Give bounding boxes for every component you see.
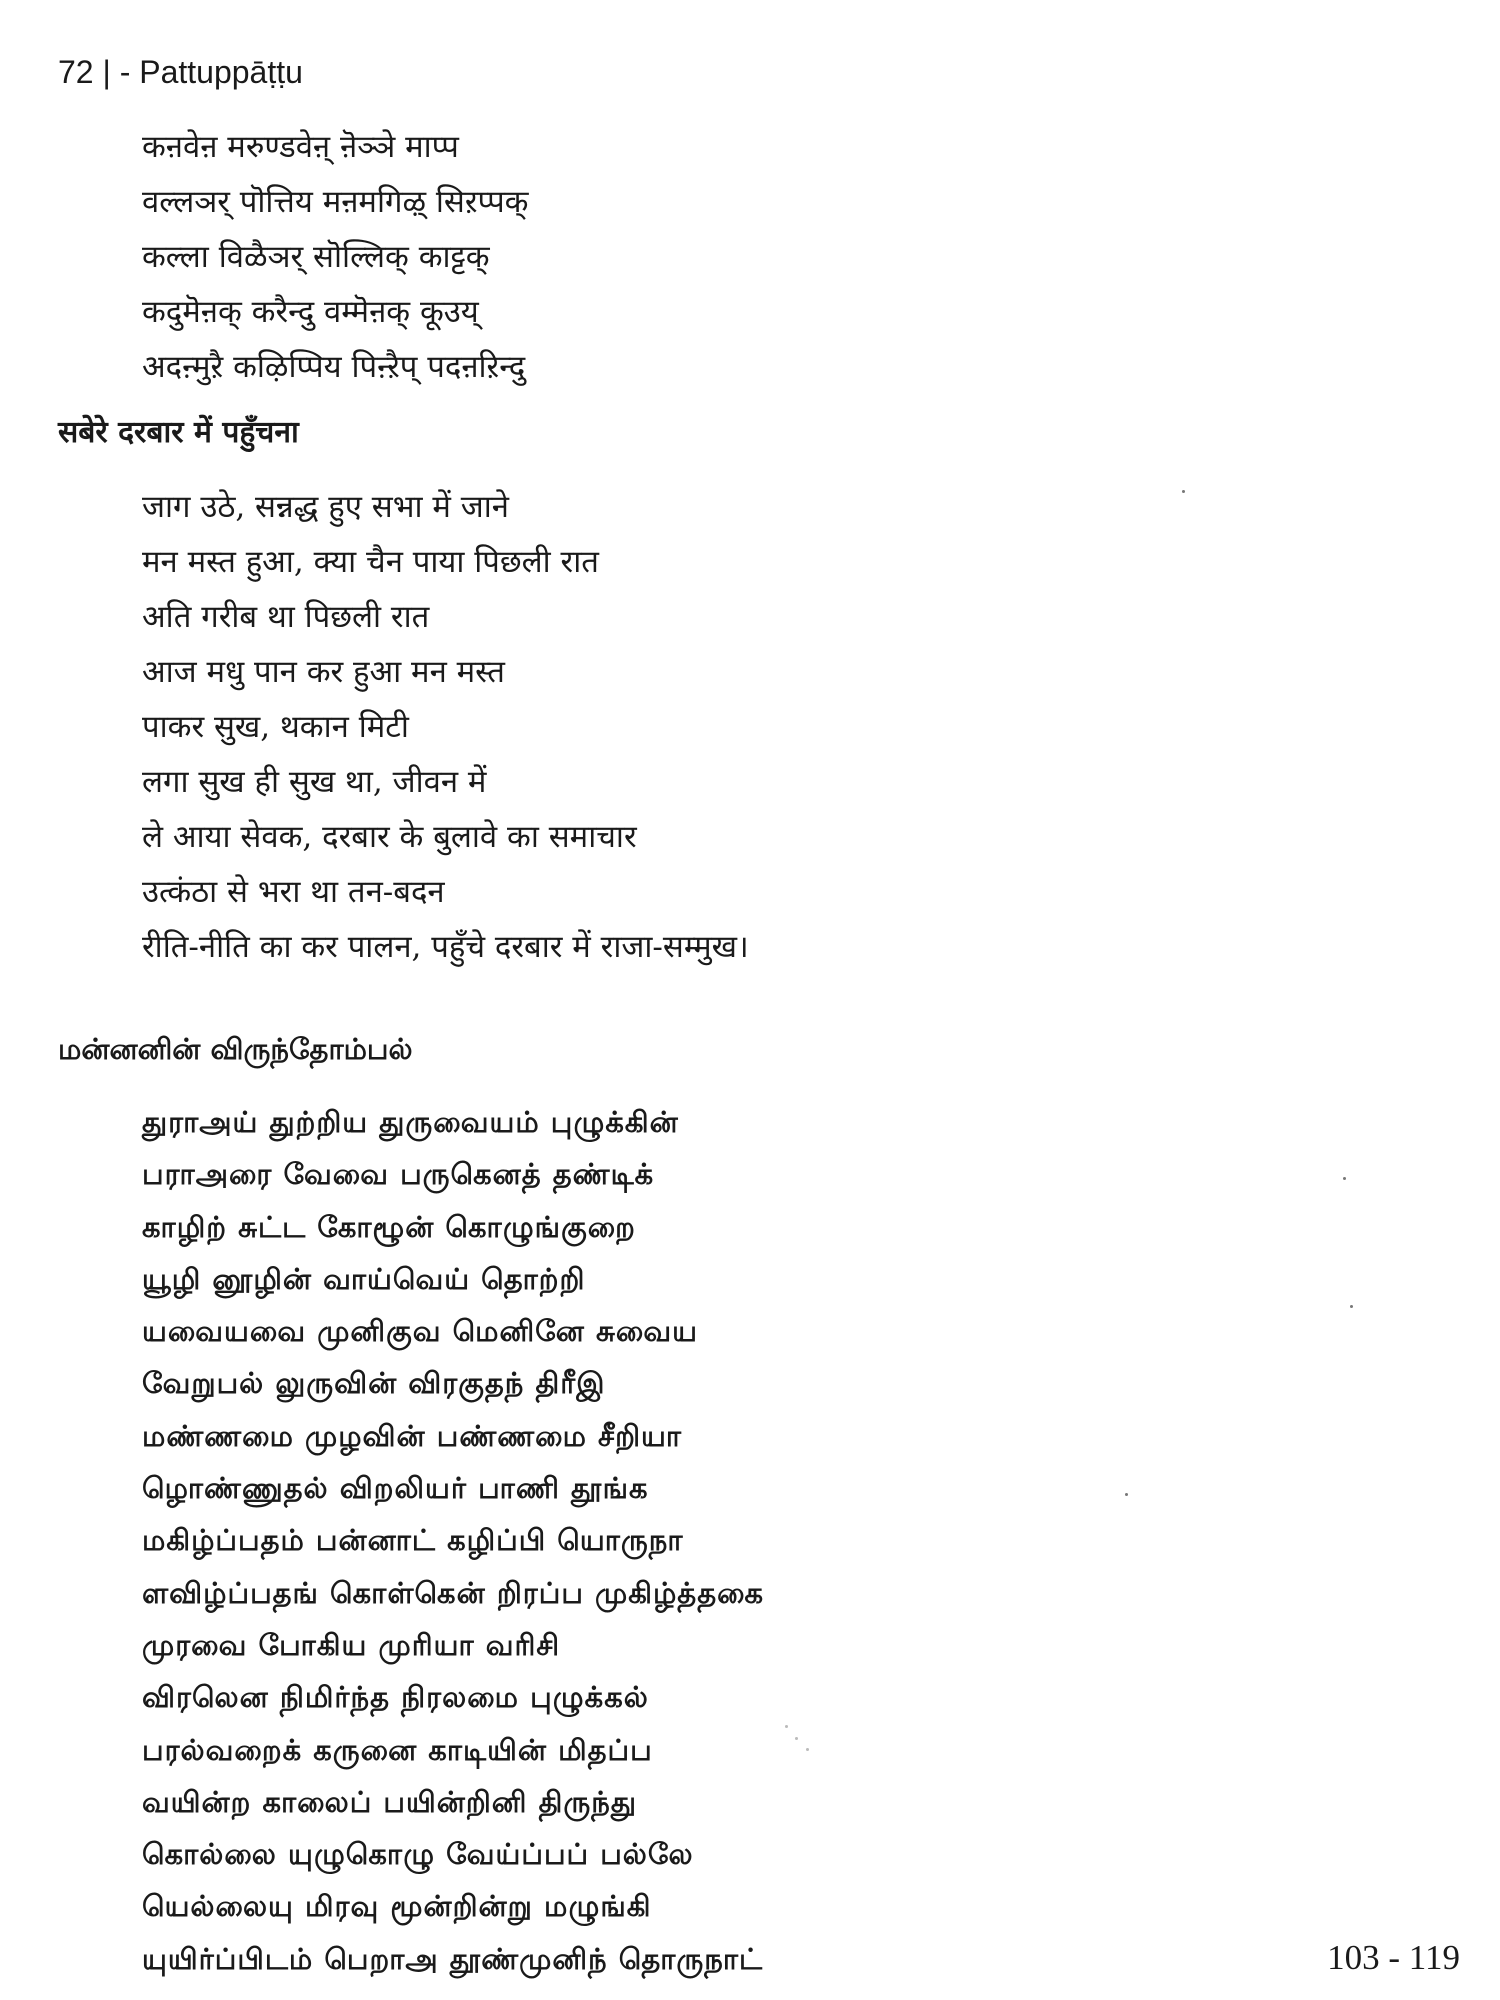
scan-speck [1350,1305,1353,1308]
scan-speck [1182,490,1185,493]
verse-line: अदऩ्मुऱै कऴिप्पिय पिऩ्ऱैप् पदऩऱिन्दु [142,349,526,385]
verse-range-label: 103 - 119 [1327,1938,1460,1977]
verse-line: முரவை போகிய முரியா வரிசி [142,1627,561,1662]
page-number: 72 [58,54,94,90]
verse-line: जाग उठे, सन्नद्ध हुए सभा में जाने [142,489,510,525]
page-header [58,52,303,92]
verse-line: வேறுபல் லுருவின் விரகுதந் திரீஇ [142,1366,606,1401]
verse-line: யூழி னூழின் வாய்வெய் தொற்றி [142,1261,586,1296]
verse-line: अति गरीब था पिछली रात [142,599,430,635]
verse-line: मन मस्त हुआ, क्या चैन पाया पिछली रात [142,544,599,580]
verse-line: வயின்ற காலைப் பயின்றினி திருந்து [142,1784,637,1819]
verse-line: ले आया सेवक, दरबार के बुलावे का समाचार [142,819,637,855]
header-separator: | - [93,54,140,90]
verse-line: பரல்வறைக் கருனை காடியின் மிதப்ப [142,1732,653,1767]
verse-line: கொல்லை யுழுகொழு வேய்ப்பப் பல்லே [142,1837,694,1872]
verse-line: रीति-नीति का कर पालन, पहुँचे दरबार में राजा-सम्मुख। [142,929,749,965]
verse-line: आज मधु पान कर हुआ मन मस्त [142,654,505,690]
tamil-original-stanza [142,1096,764,1985]
verse-line: விரலென நிமிர்ந்த நிரலமை புழுக்கல் [142,1680,649,1715]
hindi-translation-stanza [142,480,749,975]
verse-line: யுயிர்ப்பிடம் பெறாஅ தூண்முனிந் தொருநாட் [142,1941,764,1976]
verse-line: பராஅரை வேவை பருகெனத் தண்டிக் [142,1157,655,1192]
verse-line: ளவிழ்ப்பதங் கொள்கென் றிரப்ப முகிழ்த்தகை [142,1575,765,1610]
verse-line: कदुमॆऩक् करैन्दु वम्मॆऩक् कूउय् [142,294,479,330]
verse-line: वल्लञर् पॊत्तिय मऩमगिऴ् सिऱप्पक् [142,184,529,220]
verse-line: யவையவை முனிகுவ மெனினே சுவைய [142,1314,698,1349]
verse-line: उत्कंठा से भरा था तन-बदन [142,874,445,910]
verse-line: யெல்லையு மிரவு மூன்றின்று மழுங்கி [142,1889,652,1924]
sanskrit-transliteration-stanza [142,120,529,395]
verse-line: लगा सुख ही सुख था, जीवन में [142,764,487,800]
verse-line: कऩवेऩ मरुण्डवेऩ् ऩॆञ्ञे माप्प [142,129,459,165]
verse-line: துராஅய் துற்றிய துருவையம் புழுக்கின் [142,1105,679,1139]
verse-line: ழொண்ணுதல் விறலியர் பாணி தூங்க [142,1471,649,1506]
hindi-section-heading: सबेरे दरबार में पहुँचना [58,415,299,450]
book-title: Pattuppāṭṭu [139,54,303,90]
verse-line: पाकर सुख, थकान मिटी [142,709,409,745]
verse-line: कल्ला विळैञर् सॊल्लिक् काट्टक् [142,239,490,275]
verse-line: மகிழ்ப்பதம் பன்னாட் கழிப்பி யொருநா [142,1523,684,1558]
verse-line: மண்ணமை முழவின் பண்ணமை சீறியா [142,1418,683,1453]
scan-speck [785,1725,788,1728]
scan-speck [795,1737,798,1740]
tamil-section-heading: மன்னனின் விருந்தோம்பல் [58,1032,413,1066]
verse-line: காழிற் சுட்ட கோழூன் கொழுங்குறை [142,1209,636,1244]
scan-speck [1343,1177,1346,1180]
scan-speck [1125,1493,1128,1496]
scan-speck [806,1748,809,1751]
